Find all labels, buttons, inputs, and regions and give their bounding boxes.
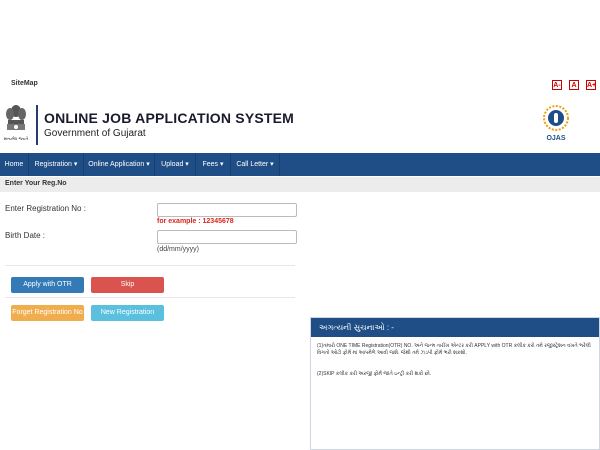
nav-upload[interactable]: Upload ▾ [161,161,189,168]
registration-example-text: for example : 12345678 [157,218,234,225]
form-divider [5,265,295,266]
instructions-panel [310,317,600,450]
skip-button[interactable]: Skip [91,277,164,293]
form-divider [5,297,295,298]
birth-date-label: Birth Date : [5,231,46,240]
header-divider [36,105,38,145]
main-nav [0,153,600,176]
font-increase-button[interactable]: A+ [587,82,597,89]
nav-fees[interactable]: Fees ▾ [202,161,224,168]
section-title: Enter Your Reg.No [5,180,67,187]
registration-no-input[interactable] [157,203,297,217]
ojas-logo-icon [540,103,572,143]
sitemap-link[interactable]: SiteMap [11,80,38,87]
nav-separator [279,153,280,176]
ashoka-emblem-icon [5,103,27,143]
site-header [0,97,600,153]
birth-date-input[interactable] [157,230,297,244]
emblem-motto: સત્યમેવ જયતે [3,136,29,141]
nav-registration[interactable]: Registration ▾ [34,161,78,168]
nav-online-application[interactable]: Online Application ▾ [88,161,150,168]
font-normal-button[interactable]: A [569,80,579,90]
birth-date-format-hint: (dd/mm/yyyy) [157,246,199,253]
registration-no-label: Enter Registration No : [5,204,86,213]
site-title: ONLINE JOB APPLICATION SYSTEM [44,110,295,126]
instruction-item: (2)SKIP કલીક કરી અરજી ફોર્મ જાતે ઇન્ટ્રી કરી શકો છો. [317,371,432,377]
forget-registration-button[interactable]: Forget Registration No [11,305,84,321]
section-header [0,177,600,192]
new-registration-button[interactable]: New Registration [91,305,164,321]
apply-with-otr-button[interactable]: Apply with OTR [11,277,84,293]
nav-call-letter[interactable]: Call Letter ▾ [236,161,274,168]
font-decrease-button[interactable]: A- [553,82,561,89]
top-bar [0,75,600,97]
ojas-logo-text: OJAS [546,135,566,142]
site-subtitle: Government of Gujarat [44,128,146,139]
nav-home[interactable]: Home [4,161,24,168]
instructions-title: અગત્યની સુચનાઓ : - [311,318,599,337]
instruction-item: (1)તમારો ONE TIME Registration(OTR) NO. અને જન્મ તારીખ એન્ટર કરી APPLY with OTR કલીક કરો તમે રજીસ્ટ્રેશન વખતે ભરેલી વિગતો ઓટો ફોર્મ માં આપમેળે આવી જશે. જેથી તમે ઝડપી ફોર્મ ભરી શકશો. [317,343,591,356]
